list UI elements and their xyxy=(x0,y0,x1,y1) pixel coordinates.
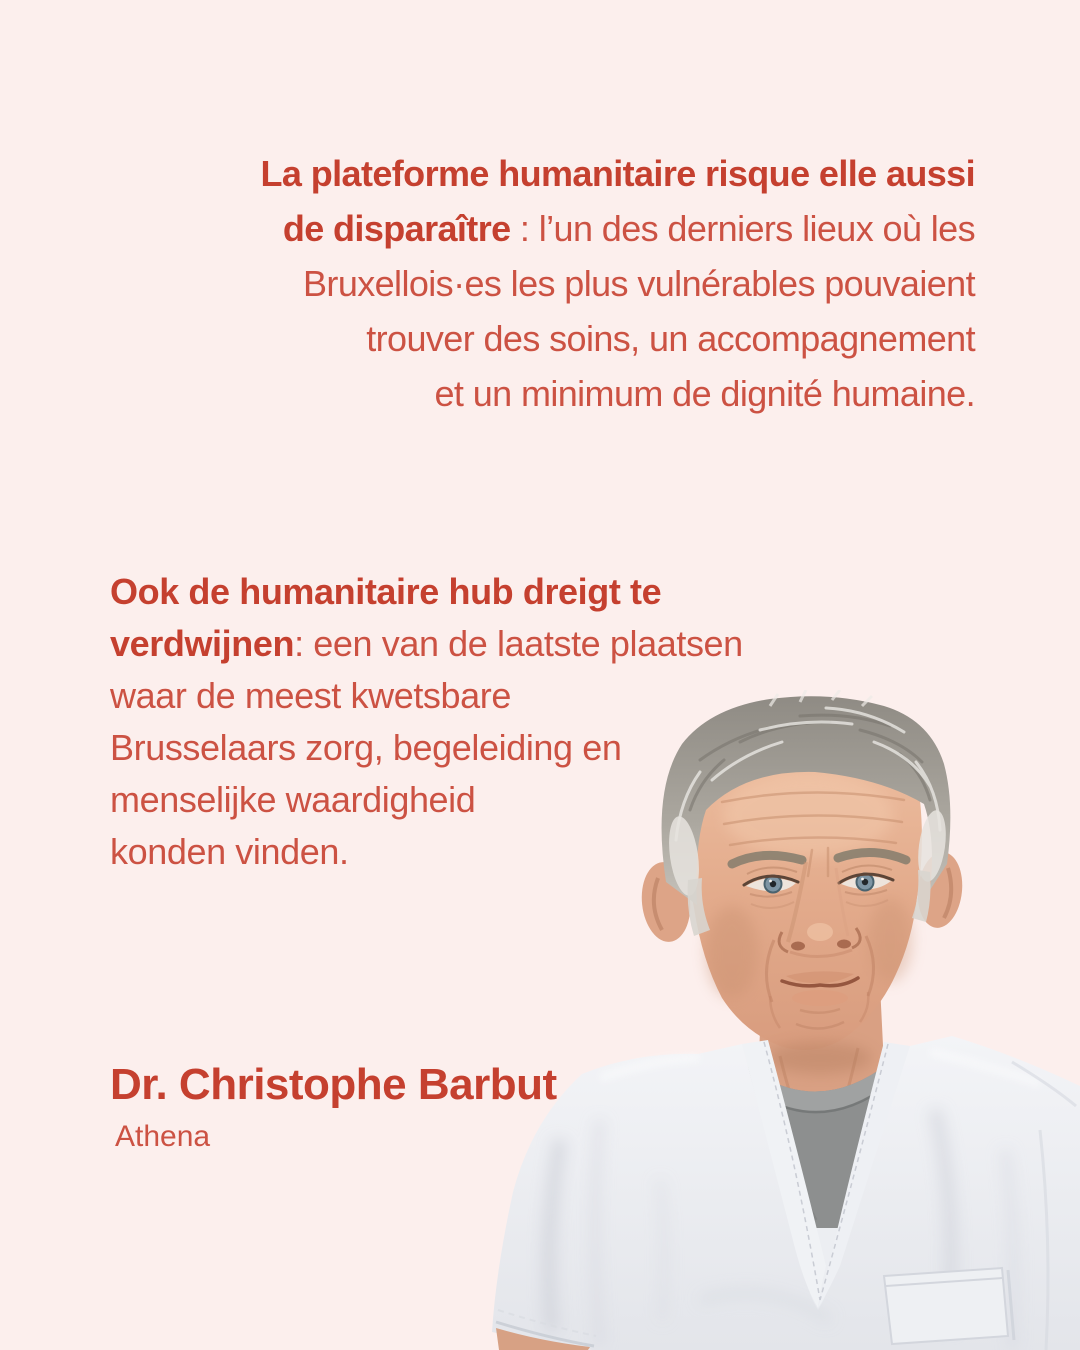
quote-line: Ook de humanitaire hub dreigt te xyxy=(110,571,662,612)
quote-line: Brusselaars zorg, begeleiding en xyxy=(110,727,622,768)
quote-french xyxy=(115,146,975,421)
quote-line: verdwijnen: een van de laatste plaatsen xyxy=(110,623,743,664)
attribution-organization: Athena xyxy=(115,1119,211,1153)
quote-line: et un minimum de dignité humaine. xyxy=(434,373,975,414)
quote-line: konden vinden. xyxy=(110,831,349,872)
quote-line: waar de meest kwetsbare xyxy=(110,675,511,716)
doctor-photo xyxy=(480,690,1080,1350)
quote-line: La plateforme humanitaire risque elle aussi xyxy=(260,153,975,194)
quote-line: Bruxellois·es les plus vulnérables pouvaient xyxy=(303,263,975,304)
attribution-name: Dr. Christophe Barbut xyxy=(110,1060,557,1109)
quote-line: de disparaître : l’un des derniers lieux où les xyxy=(282,208,975,249)
jaw-shadow xyxy=(768,1042,872,1074)
quote-line: trouver des soins, un accompagnement xyxy=(366,318,975,359)
chest-pocket xyxy=(884,1268,1014,1344)
quote-line: menselijke waardigheid xyxy=(110,779,476,820)
